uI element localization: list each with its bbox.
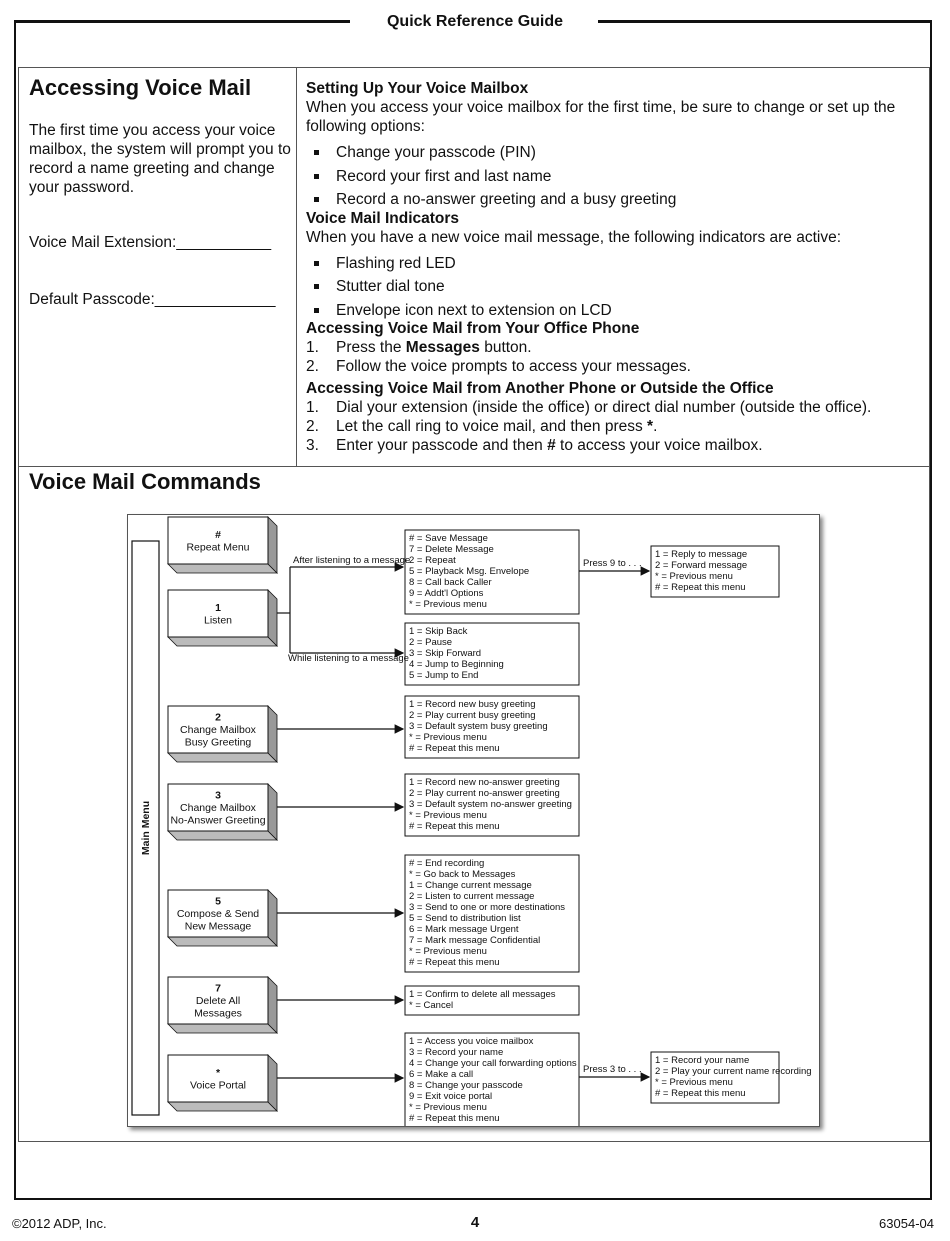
document-number: 63054-04 bbox=[879, 1216, 934, 1231]
setup-list bbox=[306, 143, 921, 214]
menu-option: 1 = Record new busy greeting bbox=[409, 699, 536, 710]
menu-option: 5 = Playback Msg. Envelope bbox=[409, 566, 530, 577]
key-box-shadow bbox=[168, 1102, 277, 1111]
right-column bbox=[306, 80, 921, 455]
key-box-side bbox=[268, 890, 277, 946]
menu-option: 3 = Default system busy greeting bbox=[409, 721, 548, 732]
menu-option: * = Previous menu bbox=[655, 1077, 733, 1088]
key-number: 1 bbox=[215, 602, 221, 614]
menu-option: 6 = Make a call bbox=[409, 1069, 474, 1080]
menu-option: 9 = Addt'l Options bbox=[409, 588, 484, 599]
menu-option: 8 = Call back Caller bbox=[409, 577, 492, 588]
menu-option: 1 = Skip Back bbox=[409, 626, 468, 637]
key-label: Repeat Menu bbox=[186, 541, 250, 554]
copyright: ©2012 ADP, Inc. bbox=[12, 1216, 107, 1231]
list-item: Envelope icon next to extension on LCD bbox=[306, 301, 921, 325]
key-box-shadow bbox=[168, 564, 277, 573]
list-item: Change your passcode (PIN) bbox=[306, 143, 921, 167]
menu-option: 1 = Reply to message bbox=[655, 549, 748, 560]
menu-option: 3 = Default system no-answer greeting bbox=[409, 799, 572, 810]
key-label: Change Mailbox bbox=[180, 724, 256, 736]
menu-option: * = Previous menu bbox=[409, 732, 487, 743]
key-label: Voice Portal bbox=[189, 1079, 247, 1092]
menu-option: * = Previous menu bbox=[655, 571, 733, 582]
key-number: * bbox=[215, 1067, 221, 1079]
indicators-list bbox=[306, 254, 921, 325]
menu-option: 2 = Repeat bbox=[409, 555, 456, 566]
key-box-shadow bbox=[168, 937, 277, 946]
menu-option: 3 = Skip Forward bbox=[409, 648, 482, 659]
while-listening-label: While listening to a message bbox=[288, 653, 409, 664]
key-number: 5 bbox=[215, 895, 221, 908]
menu-option: * = Previous menu bbox=[409, 810, 487, 821]
indicators-title: Voice Mail Indicators bbox=[306, 209, 460, 227]
key-box-side bbox=[268, 706, 277, 762]
list-item: 1. Dial your extension (inside the office) or direct dial number (outside the office). bbox=[306, 399, 872, 416]
key-box-shadow bbox=[168, 753, 277, 762]
menu-option: 2 = Play current busy greeting bbox=[409, 710, 536, 721]
voice-mail-commands-diagram bbox=[127, 514, 820, 1127]
key-label: No-Answer Greeting bbox=[170, 814, 266, 827]
table-right-rule bbox=[929, 67, 930, 1141]
commands-flowchart bbox=[128, 515, 819, 1126]
outside-steps bbox=[306, 398, 921, 455]
menu-option: 5 = Send to distribution list bbox=[409, 913, 521, 924]
key-label: Busy Greeting bbox=[184, 736, 252, 749]
key-box-shadow bbox=[168, 831, 277, 840]
menu-option: 9 = Exit voice portal bbox=[409, 1091, 493, 1102]
key-box-shadow bbox=[168, 637, 277, 646]
accessing-voice-mail-title: Accessing Voice Mail bbox=[29, 75, 252, 100]
key-number: 3 bbox=[215, 789, 221, 802]
accessing-intro: The first time you access your voice mailbox, the system will prompt you to record a name greeting and change your password. bbox=[29, 122, 291, 196]
menu-option: * = Previous menu bbox=[409, 946, 487, 957]
menu-option: 2 = Forward message bbox=[655, 560, 748, 571]
list-item: 2. Let the call ring to voice mail, and then press *. bbox=[306, 418, 658, 435]
key-box-side bbox=[268, 517, 277, 573]
key-label: New Message bbox=[184, 920, 252, 933]
page-number: 4 bbox=[470, 1214, 480, 1231]
list-item: Stutter dial tone bbox=[306, 277, 921, 301]
key-label: Delete All bbox=[195, 995, 241, 1007]
menu-option: # = Repeat this menu bbox=[655, 582, 746, 593]
menu-option: 1 = Confirm to delete all messages bbox=[409, 989, 556, 1000]
section-divider-bottom bbox=[18, 1141, 930, 1142]
menu-option: 6 = Mark message Urgent bbox=[409, 924, 519, 935]
list-item: Record your first and last name bbox=[306, 167, 921, 191]
main-menu-label: Main Menu bbox=[140, 800, 152, 856]
menu-option: 1 = Record new no-answer greeting bbox=[409, 777, 560, 788]
key-box-side bbox=[268, 590, 277, 646]
menu-option: 4 = Jump to Beginning bbox=[409, 659, 504, 670]
menu-option: # = Save Message bbox=[409, 533, 488, 544]
key-box-shadow bbox=[168, 1024, 277, 1033]
menu-option: 2 = Play your current name recording bbox=[655, 1066, 812, 1077]
voice-mail-commands-title: Voice Mail Commands bbox=[29, 469, 261, 494]
menu-option: # = Repeat this menu bbox=[409, 821, 500, 832]
menu-option: 4 = Change your call forwarding options bbox=[409, 1058, 577, 1069]
setup-intro: When you access your voice mailbox for the first time, be sure to change or set up the following options: bbox=[306, 99, 896, 135]
menu-option: 5 = Jump to End bbox=[409, 670, 479, 681]
list-item: 1. Press the Messages button. bbox=[306, 339, 532, 356]
list-item: 3. Enter your passcode and then # to access your voice mailbox. bbox=[306, 437, 763, 454]
menu-option: 3 = Send to one or more destinations bbox=[409, 902, 566, 913]
key-number: # bbox=[215, 529, 221, 541]
menu-option: 1 = Access you voice mailbox bbox=[409, 1036, 534, 1047]
office-phone-title: Accessing Voice Mail from Your Office Phone bbox=[306, 320, 640, 337]
key-box-side bbox=[268, 1055, 277, 1111]
table-left-rule bbox=[18, 67, 19, 1141]
menu-option: * = Go back to Messages bbox=[409, 869, 516, 880]
press3-label: Press 3 to . . . bbox=[583, 1064, 642, 1075]
key-box-side bbox=[268, 784, 277, 840]
menu-option: * = Cancel bbox=[409, 1000, 454, 1011]
section-divider-top bbox=[18, 67, 930, 68]
menu-option: 8 = Change your passcode bbox=[409, 1080, 523, 1091]
list-item: Record a no-answer greeting and a busy greeting bbox=[306, 190, 921, 214]
key-label: Messages bbox=[194, 1007, 242, 1020]
indicators-intro: When you have a new voice mail message, the following indicators are active: bbox=[306, 228, 842, 246]
page-header-title: Quick Reference Guide bbox=[386, 13, 564, 30]
menu-option: # = Repeat this menu bbox=[409, 957, 500, 968]
setup-title: Setting Up Your Voice Mailbox bbox=[306, 80, 529, 97]
menu-option: * = Previous menu bbox=[409, 1102, 487, 1113]
menu-option: 3 = Record your name bbox=[409, 1047, 504, 1058]
menu-option: # = Repeat this menu bbox=[409, 1113, 500, 1124]
press9-label: Press 9 to . . . bbox=[583, 558, 642, 569]
list-item: 2. Follow the voice prompts to access your messages. bbox=[306, 358, 691, 375]
key-label: Compose & Send bbox=[176, 908, 260, 920]
menu-option: # = Repeat this menu bbox=[655, 1088, 746, 1099]
office-steps bbox=[306, 338, 921, 376]
menu-option: # = Repeat this menu bbox=[409, 743, 500, 754]
after-listening-label: After listening to a message bbox=[293, 555, 411, 566]
default-passcode-field: Default Passcode:______________ bbox=[29, 291, 276, 308]
key-label: Listen bbox=[203, 614, 233, 627]
list-item: Flashing red LED bbox=[306, 254, 921, 278]
menu-option: * = Previous menu bbox=[409, 599, 487, 610]
menu-option: 7 = Delete Message bbox=[409, 544, 494, 555]
key-number: 7 bbox=[215, 982, 221, 995]
menu-option: # = End recording bbox=[409, 858, 485, 869]
menu-option: 1 = Record your name bbox=[655, 1055, 750, 1066]
section-divider-middle bbox=[18, 466, 930, 467]
menu-option: 2 = Listen to current message bbox=[409, 891, 535, 902]
menu-option: 2 = Play current no-answer greeting bbox=[409, 788, 560, 799]
outside-office-title: Accessing Voice Mail from Another Phone or Outside the Office bbox=[306, 380, 774, 397]
key-number: 2 bbox=[215, 711, 221, 724]
key-box-side bbox=[268, 977, 277, 1033]
voice-mail-extension-field: Voice Mail Extension:___________ bbox=[29, 234, 272, 251]
menu-option: 1 = Change current message bbox=[409, 880, 532, 891]
menu-option: 7 = Mark message Confidential bbox=[409, 935, 541, 946]
menu-option: 2 = Pause bbox=[409, 637, 453, 648]
key-label: Change Mailbox bbox=[180, 802, 256, 814]
column-divider bbox=[296, 67, 297, 466]
